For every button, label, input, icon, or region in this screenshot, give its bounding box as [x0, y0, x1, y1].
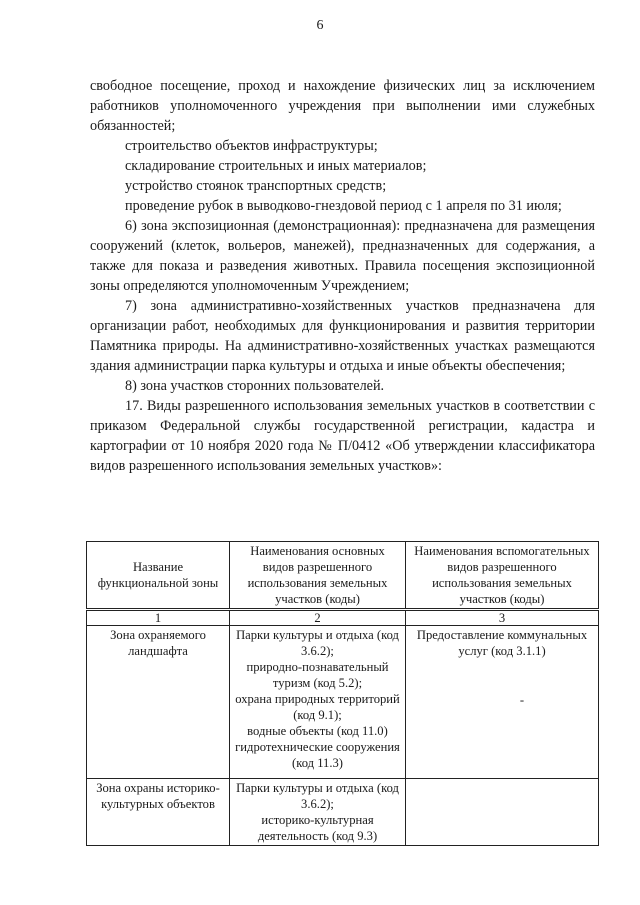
use-item: Парки культуры и отдыха (код 3.6.2);: [236, 781, 399, 811]
document-body: [90, 76, 595, 476]
paragraph: складирование строительных и иных материалов;: [125, 158, 427, 174]
use-item: водные объекты (код 11.0): [247, 724, 388, 738]
page-number: 6: [316, 18, 324, 33]
paragraph: проведение рубок в выводково-гнездовой период с 1 апреля по 31 июля;: [125, 198, 562, 214]
use-item: гидротехнические сооружения (код 11.3): [235, 740, 400, 770]
paragraph: свободное посещение, проход и нахождение физических лиц за исключением работников уполномоченного учреждения при выполнении ими служебных обязанностей;: [90, 78, 595, 134]
index-cell: 2: [230, 610, 406, 626]
table-row: [87, 779, 599, 846]
paragraph: 8) зона участков сторонних пользователей.: [125, 378, 385, 394]
table-index-row: [87, 610, 599, 626]
paragraph: 17. Виды разрешенного использования земельных участков в соответствии с приказом Федеральной службы государственной регистрации, кадастра и картографии от 10 ноября 2020 года № П/0412 «Об утверждении классификатора видов разрешенного использования земельных участков»:: [90, 398, 595, 474]
use-item: Предоставление коммунальных услуг (код 3.1.1): [416, 628, 588, 658]
main-uses-cell: [230, 779, 406, 846]
index-cell: 3: [406, 610, 599, 626]
aux-mark: -: [519, 693, 525, 707]
paragraph: 6) зона экспозиционная (демонстрационная): предназначена для размещения сооружений (клеток, вольеров, манежей), предназначенных для содержания, а также для показа и разведения животных. Правила посещения экспозиционной зоны определяются уполномоченным Учреждением;: [90, 218, 595, 294]
paragraph: устройство стоянок транспортных средств;: [125, 178, 387, 194]
zone-cell: Зона охраны историко-культурных объектов: [87, 779, 230, 846]
use-item: историко-культурная деятельность (код 9.3): [257, 813, 378, 843]
zone-cell: Зона охраняемого ландшафта: [87, 626, 230, 779]
use-item: Парки культуры и отдыха (код 3.6.2);: [236, 628, 399, 658]
table-row: [87, 626, 599, 779]
use-item: охрана природных территорий (код 9.1);: [235, 692, 400, 722]
paragraph: строительство объектов инфраструктуры;: [125, 138, 378, 154]
header-cell: Название функциональной зоны: [87, 542, 230, 610]
main-uses-cell: [230, 626, 406, 779]
use-item: природно-познавательный туризм (код 5.2);: [246, 660, 389, 690]
header-cell: Наименования вспомогательных видов разрешенного использования земельных участков (коды): [406, 542, 599, 610]
land-use-table: [86, 541, 599, 846]
index-cell: 1: [87, 610, 230, 626]
header-cell: Наименования основных видов разрешенного использования земельных участков (коды): [230, 542, 406, 610]
paragraph: 7) зона административно-хозяйственных участков предназначена для организации работ, необходимых для функционирования и развития территории Памятника природы. На административно-хозяйственных участках размещаются здания администрации парка культуры и отдыха и иные объекты обеспечения;: [90, 298, 595, 374]
aux-uses-cell: [406, 779, 599, 846]
table-header-row: [87, 542, 599, 610]
aux-uses-cell: [406, 626, 599, 779]
